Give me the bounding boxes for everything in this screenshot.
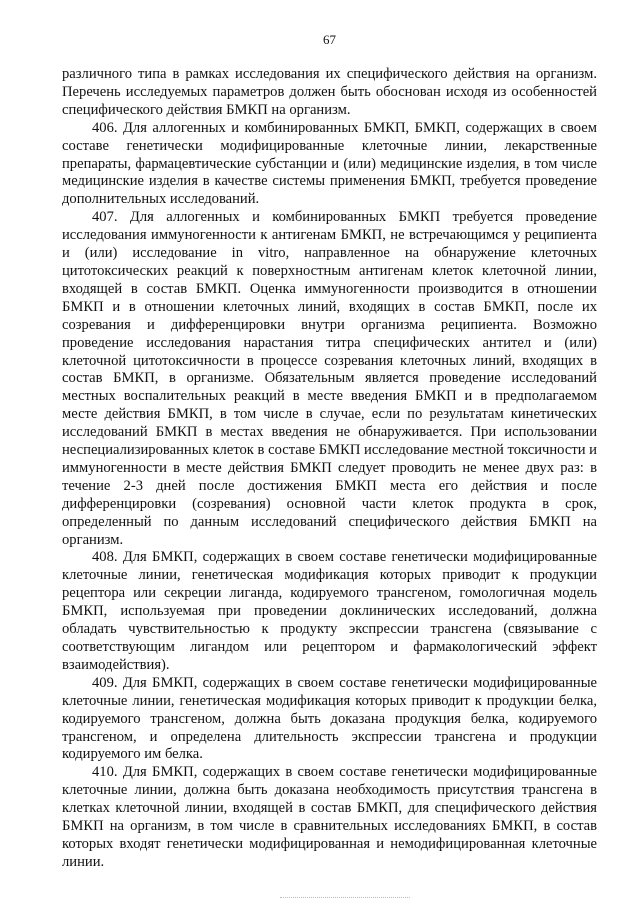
paragraph-408: 408. Для БМКП, содержащих в своем составе генетически модифицированные клеточные линии, генетическая модификация которых приводит к продукции рецептора или секреции лиганда, кодируемого трансгеном, гомологичная модель БМКП, используемая при проведении доклинических исследований, должна обладать чувствительностью к продукту экспрессии трансгена (связывание с соответствующим лигандом или рецептором и фармакологический эффект взаимодействия). xyxy=(62,549,597,673)
document-page xyxy=(62,32,597,872)
page-number: 67 xyxy=(323,32,336,47)
paragraph-410: 410. Для БМКП, содержащих в своем составе генетически модифицированные клеточные линии, должна быть доказана необходимость присутствия трансгена в клетках клеточной линии, входящей в состав БМКП, для специфического действия БМКП на организм, в том числе в сравнительных исследованиях БМКП, в состав которых входят генетически модифицированная и немодифицированная клеточные линии. xyxy=(62,764,597,870)
paragraph-409: 409. Для БМКП, содержащих в своем составе генетически модифицированные клеточные линии, генетическая модификация которых приводит к продукции белка, кодируемого трансгеном, должна быть доказана продукция белка, кодируемого трансгеном, и определена длительность экспрессии трансгена и продукции кодируемого им белка. xyxy=(62,674,597,763)
paragraph-406: 406. Для аллогенных и комбинированных БМКП, БМКП, содержащих в своем составе генетически модифицированные клеточные линии, лекарственные препараты, фармацевтические субстанции и (или) медицинские изделия, в том числе медицинские изделия в качестве системы применения БМКП, требуется проведение дополнительных исследований. xyxy=(62,119,597,208)
paragraph-continuation: различного типа в рамках исследования их специфического действия на организм. Перечень исследуемых параметров должен быть обоснован исходя из особенностей специфического действия БМКП на организм. xyxy=(62,66,597,118)
footer-divider xyxy=(280,897,410,898)
paragraph-407: 407. Для аллогенных и комбинированных БМКП требуется проведение исследования иммуногенности к антигенам БМКП, не встречающимся у реципиента и (или) исследование in vitro, направленное на обнаружение клеточных цитотоксических реакций к поверхностным антигенам клеток клеточной линии, входящей в состав БМКП. Оценка иммуногенности производится в отношении БМКП и в отношении клеточных линий, входящих в состав БМКП, после их созревания и дифференцировки внутри организма реципиента. Возможно проведение исследования нарастания титра специфических антител и (или) клеточной цитотоксичности в процессе созревания клеточных линий, входящих в состав БМКП, в организме. Обязательным является проведение исследований местных воспалительных реакций в месте введения БМКП и в предполагаемом месте действия БМКП, в том числе в случае, если по результатам кинетических исследований БМКП в местах введения не обнаруживается. При использовании неспециализированных клеток в составе БМКП исследование местной токсичности и иммуногенности в месте действия БМКП следует проводить не менее двух раз: в течение 2-3 дней после достижения БМКП места его действия и после дифференцировки (созревания) основной части клеток продукта в срок, определенный по данным исследований специфического действия БМКП на организм. xyxy=(62,209,597,548)
